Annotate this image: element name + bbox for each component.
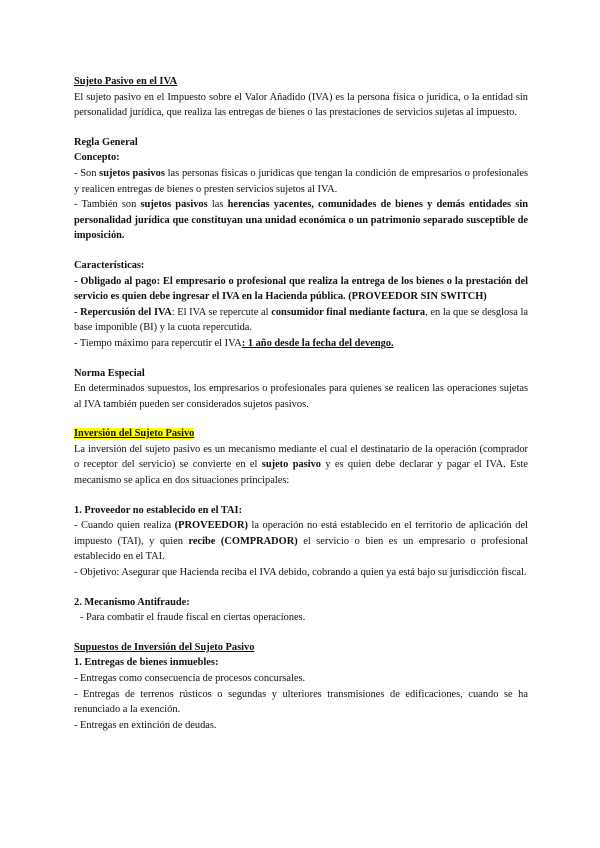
list-item [74, 305, 528, 336]
heading-norma-especial [74, 366, 528, 382]
bold-text: sujeto pasivo [261, 459, 321, 471]
paragraph-sujeto-pasivo: El sujeto pasivo en el Impuesto sobre el Valor Añadido (IVA) es la persona física o jurídica, o la entidad sin personalidad jurídica, que realiza las entregas de bienes o las prestaciones de servicios sujetas al impuesto. [74, 91, 528, 119]
text: el servicio o bien es un empresario o profesional establecido en el TAI. [74, 535, 529, 563]
heading-supuestos [74, 640, 528, 656]
heading-proveedor-no-establecido: 1. Proveedor no establecido en el TAI: [74, 504, 243, 516]
highlighted-heading-text: Inversión del Sujeto Pasivo [74, 428, 195, 440]
subheading-entregas-inmuebles: 1. Entregas de bienes inmuebles: [74, 657, 219, 669]
bold-text: herencias yacentes, comunidades de bienes y demás entidades sin personalidad jurídica que constituyan una unidad económica o un patrimonio separado susceptible de imposición. [74, 199, 528, 242]
document-page [74, 74, 528, 733]
heading-regla-general [74, 135, 528, 151]
text: La inversión del sujeto pasivo es un mecanismo mediante el cual el destinatario de la operación (comprador o receptor del servicio) se convierte en el [74, 443, 528, 471]
text: , en la que se desglosa la base imponible (BI) y la cuota repercutida. [74, 306, 528, 334]
list-item: - Entregas como consecuencia de procesos concursales. [74, 673, 306, 684]
paragraph-inversion [74, 442, 528, 489]
heading-caracteristicas: Características: [74, 259, 145, 271]
list-item: - Para combatir el fraude fiscal en ciertas operaciones. [80, 612, 306, 624]
label-concepto: Concepto: [74, 152, 120, 164]
text: la operación no está establecido en el territorio de aplicación del impuesto (TAI), y quien [74, 520, 528, 547]
text: - También son [74, 199, 141, 211]
list-item [74, 274, 528, 305]
bold-text: - Obligado al pago: [74, 275, 161, 287]
bold-text: consumidor final mediante factura [271, 306, 426, 318]
heading-text: Supuestos de Inversión del Sujeto Pasivo [74, 641, 255, 653]
text: : El IVA se repercute al [171, 306, 272, 318]
text: las personas físicas o jurídicas que tengan la condición de empresarios o profesionales y realicen entregas de bienes o presten servicios sujetos al IVA. [74, 167, 529, 195]
heading-text: Regla General [74, 136, 138, 148]
heading-inversion [74, 426, 528, 442]
list-item [74, 197, 528, 244]
heading-text: Sujeto Pasivo en el IVA [74, 76, 178, 87]
bold-text: El empresario o profesional que realiza la entrega de los bienes o la prestación del servicio es quien debe ingresar el IVA en la Hacienda pública. (PROVEEDOR SIN SWITCH) [74, 275, 528, 303]
text: y es quien debe declarar y pagar el IVA. Este mecanismo se aplica en dos situaciones principales: [74, 459, 528, 487]
text: - Son [74, 167, 100, 179]
text: las [207, 199, 228, 211]
list-item: - Entregas de terrenos rústicos o segundas y ulteriores transmisiones de edificaciones, cuando se ha renunciado a la exención. [74, 688, 528, 716]
heading-sujeto-pasivo [74, 74, 528, 90]
bold-text: - Repercusión del IVA [74, 306, 172, 318]
heading-mecanismo-antifraude: 2. Mecanismo Antifraude: [74, 596, 190, 608]
bold-text: sujetos pasivos [140, 199, 208, 211]
bold-text: (PROVEEDOR) [174, 520, 248, 532]
bold-text: sujetos pasivos [99, 167, 165, 179]
list-item [74, 166, 528, 197]
text: - Cuando quien realiza [74, 520, 175, 532]
paragraph-norma-especial: En determinados supuestos, los empresarios o profesionales para quienes se realicen las operaciones sujetas al IVA también pueden ser considerados sujetos pasivos. [74, 383, 528, 410]
list-item: - Objetivo: Asegurar que Hacienda reciba el IVA debido, cobrando a quien ya está bajo su jurisdicción fiscal. [74, 567, 527, 579]
list-item [74, 518, 528, 565]
bold-text: recibe (COMPRADOR) [188, 535, 298, 547]
list-item: - Entregas en extinción de deudas. [74, 719, 217, 731]
text: - Tiempo máximo para repercutir el IVA [74, 337, 242, 349]
heading-text: Norma Especial [74, 367, 145, 379]
list-item [74, 336, 528, 352]
bold-underlined-text: : 1 año desde la fecha del devengo. [241, 337, 394, 349]
